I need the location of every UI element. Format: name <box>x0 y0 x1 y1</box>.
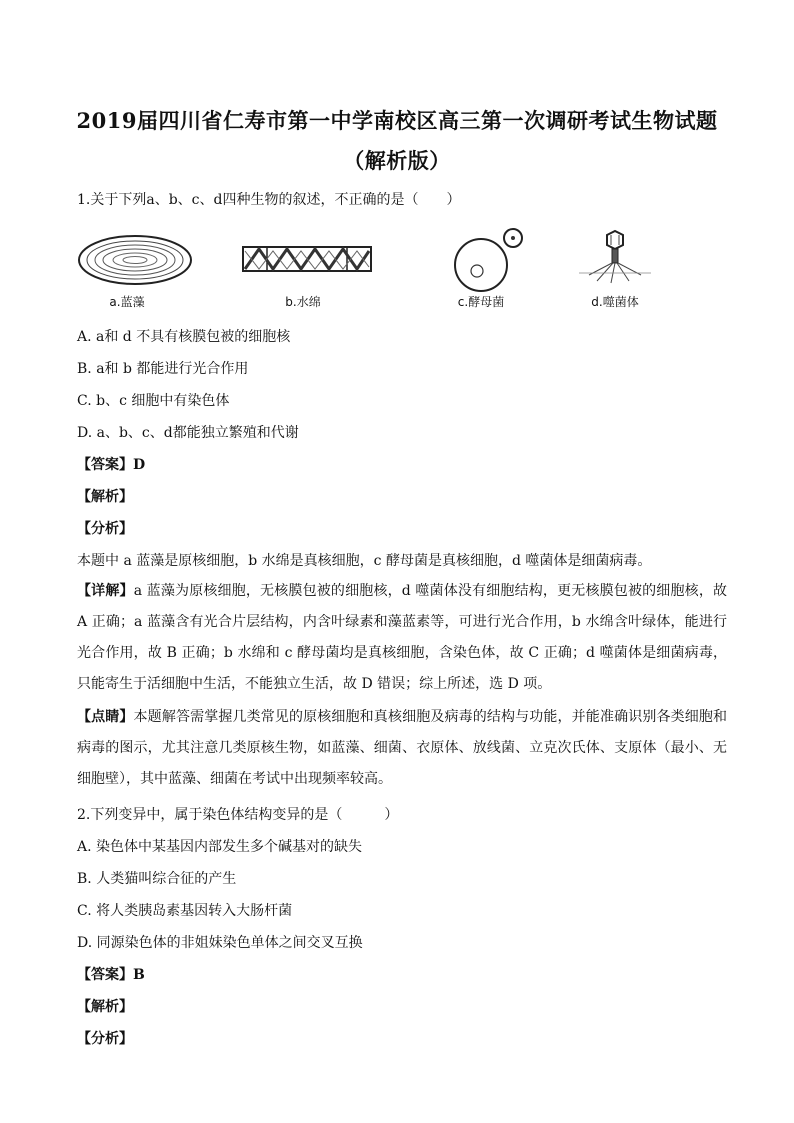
q1-figure-row <box>77 225 727 315</box>
yeast-drawing <box>417 225 557 295</box>
q1-analysis-label: 【解析】 <box>77 489 133 505</box>
q1-detail <box>77 576 727 700</box>
q2-fenxi-label: 【分析】 <box>77 1031 133 1047</box>
caption-a: a.蓝藻 <box>109 295 145 309</box>
q1-stem: 1.关于下列a、b、c、d四种生物的叙述，不正确的是（ ） <box>77 192 461 208</box>
q1-option-b: B. a和 b 都能进行光合作用 <box>77 361 249 377</box>
q1-detail-label: 【详解】 <box>77 583 134 599</box>
doc-title-line2: （解析版） <box>343 148 451 173</box>
q1-option-d: D. a、b、c、d都能独立繁殖和代谢 <box>77 425 299 441</box>
q2-answer: 【答案】B <box>77 967 145 983</box>
q1-fenxi-text: 本题中 a 蓝藻是原核细胞，b 水绵是真核细胞，c 酵母菌是真核细胞，d 噬菌体是细菌病毒。 <box>77 553 652 569</box>
q1-point-text: 本题解答需掌握几类常见的原核细胞和真核细胞及病毒的结构与功能，并能准确识别各类细胞和病毒的图示，尤其注意几类原核生物，如蓝藻、细菌、衣原体、放线菌、立克次氏体、支原体（最小、无细胞壁），其中蓝藻、细菌在考试中出现频率较高。 <box>77 709 728 787</box>
figure-yeast <box>417 225 557 315</box>
q2-option-a: A. 染色体中某基因内部发生多个碱基对的缺失 <box>77 839 363 855</box>
q1-detail-text: a 蓝藻为原核细胞，无核膜包被的细胞核，d 噬菌体没有细胞结构，更无核膜包被的细胞核，故 A 正确；a 蓝藻含有光合片层结构，内含叶绿素和藻蓝素等，可进行光合作用，b 水绵含叶绿体，能进行光合作用，故 B 正确；b 水绵和 c 酵母菌均是真核细胞，含染色体，故 C 正确；d 噬菌体是细菌病毒，只能寄生于活细胞中生活，不能独立生活，故 D 错误；综上所述，选 D 项。 <box>77 583 727 692</box>
doc-title-line1: 2019届四川省仁寿市第一中学南校区高三第一次调研考试生物试题 <box>76 108 718 133</box>
figure-bacteriophage <box>567 225 707 315</box>
q1-option-a: A. a和 d 不具有核膜包被的细胞核 <box>77 329 291 345</box>
spirogyra-drawing <box>237 225 377 295</box>
q2-stem: 2.下列变异中，属于染色体结构变异的是（ ） <box>77 807 399 823</box>
figure-cyanobacteria <box>77 225 217 315</box>
q2-option-d: D. 同源染色体的非姐妹染色单体之间交叉互换 <box>77 935 363 951</box>
q1-point <box>77 702 727 795</box>
q2-option-c: C. 将人类胰岛素基因转入大肠杆菌 <box>77 903 293 919</box>
q1-option-c: C. b、c 细胞中有染色体 <box>77 393 230 409</box>
figure-spirogyra <box>237 225 377 315</box>
caption-b: b.水绵 <box>285 295 321 309</box>
q2-option-b: B. 人类猫叫综合征的产生 <box>77 871 237 887</box>
q1-fenxi-label: 【分析】 <box>77 521 133 537</box>
q2-analysis-label: 【解析】 <box>77 999 133 1015</box>
caption-c: c.酵母菌 <box>457 295 505 309</box>
caption-d: d.噬菌体 <box>591 295 639 309</box>
q1-answer: 【答案】D <box>77 457 146 473</box>
bacteriophage-drawing <box>567 225 707 295</box>
cyanobacteria-drawing <box>77 225 217 295</box>
q1-point-label: 【点睛】 <box>77 709 134 725</box>
